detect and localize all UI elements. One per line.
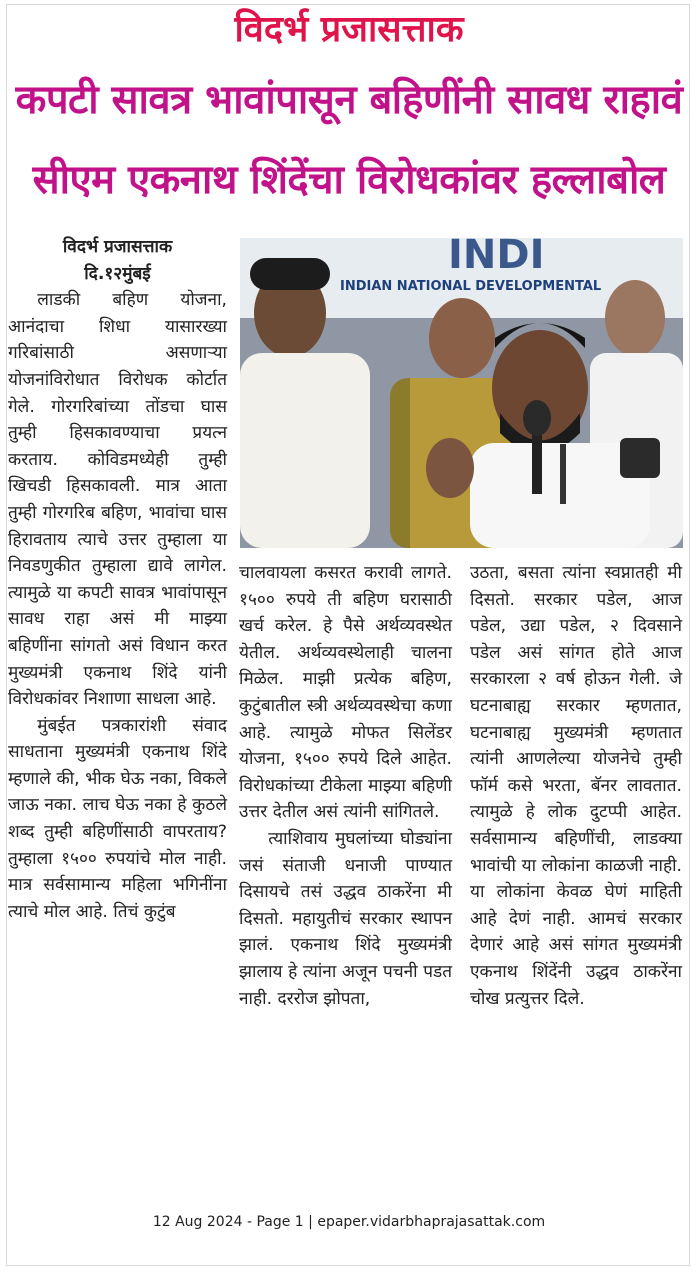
article-paragraph: त्याशिवाय मुघलांच्या घोड्यांना जसं संताजी धनाजी पाण्यात दिसायचे तसं उद्धव ठाकरेंना मी दिसतो. महायुतीचं सरकार स्थापन झालं. एकनाथ शिंदे मुख्यमंत्री झालाय हे त्यांना अजून पचनी पडत नाही. दररोज झोपता, bbox=[239, 828, 452, 1009]
article-column-3 bbox=[470, 560, 682, 1012]
news-photo bbox=[240, 238, 683, 548]
article-paragraph: लाडकी बहिण योजना, आनंदाचा शिधा यासारख्या गरिबांसाठी असणाऱ्या योजनांविरोधात विरोधक कोर्टात गेले. गोरगरिबांच्या तोंडचा घास तुम्ही हिसकावण्याचा प्रयत्न करताय. कोविडमध्येही तुम्ही खिचडी हिसकावली. मात्र आता तुम्ही गोरगरिब बहिण, भावांचा घास हिरावताय त्याचे उत्तर तुम्हाला या निवडणुकीत तुम्हाला द्यावे लागेल. त्यामुळे या कपटी सावत्र भावांपासून सावध राहा असं मी माझ्या बहिणींना सांगतो असं विधान करत मुख्यमंत्री एकनाथ शिंदे यांनी विरोधकांवर निशाणा साधला आहे. bbox=[8, 290, 227, 710]
banner-text: INDIAN NATIONAL DEVELOPMENTAL bbox=[340, 279, 602, 294]
article-paragraph: मुंबईत पत्रकारांशी संवाद साधताना मुख्यमंत्री एकनाथ शिंदे म्हणाले की, भीक घेऊ नका, विकले जाऊ नका. लाच घेऊ नका हे कुठले शब्द तुम्ही बहिणींसाठी वापरताय? तुम्हाला १५०० रुपयांचे मोल नाही. मात्र सर्वसामान्य महिला भगिनींना त्याचे मोल आहे. तिचं कुटुंब bbox=[8, 715, 227, 922]
article-column-1 bbox=[8, 234, 227, 925]
banner-logo-text: INDI bbox=[448, 238, 545, 278]
dateline-date: दि.१२मुंबई bbox=[84, 263, 151, 284]
article-paragraph: उठता, बसता त्यांना स्वप्नातही मी दिसतो. सरकार पडेल, आज पडेल, उद्या पडेल, २ दिवसाने पडेल असं सांगत होते आज सरकारला २ वर्ष होऊन गेली. जे घटनाबाह्य सरकार म्हणतात, घटनाबाह्य मुख्यमंत्री म्हणतात त्यांनी आणलेल्या योजनेचे तुम्ही फॉर्म कसे भरता, बॅनर लावतात. त्यामुळे हे लोक दुटप्पी आहेत. सर्वसामान्य बहिणींची, लाडक्या भावांची या लोकांना काळजी नाही. या लोकांना केवळ घेणं माहिती आहे देणं नाही. आमचं सरकार देणारं आहे असं सांगत मुख्यमंत्री एकनाथ शिंदेंनी उद्धव ठाकरेंना चोख प्रत्युत्तर दिले. bbox=[470, 563, 682, 1009]
press-conference-image bbox=[240, 238, 683, 548]
newspaper-masthead: विदर्भ प्रजासत्ताक bbox=[234, 9, 464, 50]
headline-line-2: सीएम एकनाथ शिंदेंचा विरोधकांवर हल्लाबोल bbox=[32, 157, 666, 203]
dateline-source: विदर्भ प्रजासत्ताक bbox=[62, 237, 173, 257]
headline-line-1: कपटी सावत्र भावांपासून बहिणींनी सावध राहावं bbox=[15, 77, 683, 123]
article-paragraph: चालवायला कसरत करावी लागते. १५०० रुपये ती बहिण घरासाठी खर्च करेल. हे पैसे अर्थव्यवस्थेत येतील. अर्थव्यवस्थेलाही चालना मिळेल. माझी प्रत्येक बहिण, कुटुंबातील स्त्री अर्थव्यवस्थेचा कणा आहे. त्यामुळे मोफत सिलेंडर योजना, १५०० रुपये दिले आहेत. विरोधकांच्या टीकेला माझ्या बहिणी उत्तर देतील असं त्यांनी सांगितले. bbox=[239, 563, 452, 823]
article-column-2 bbox=[239, 560, 452, 1012]
page-footer: 12 Aug 2024 - Page 1 | epaper.vidarbhaprajasattak.com bbox=[152, 1214, 546, 1230]
